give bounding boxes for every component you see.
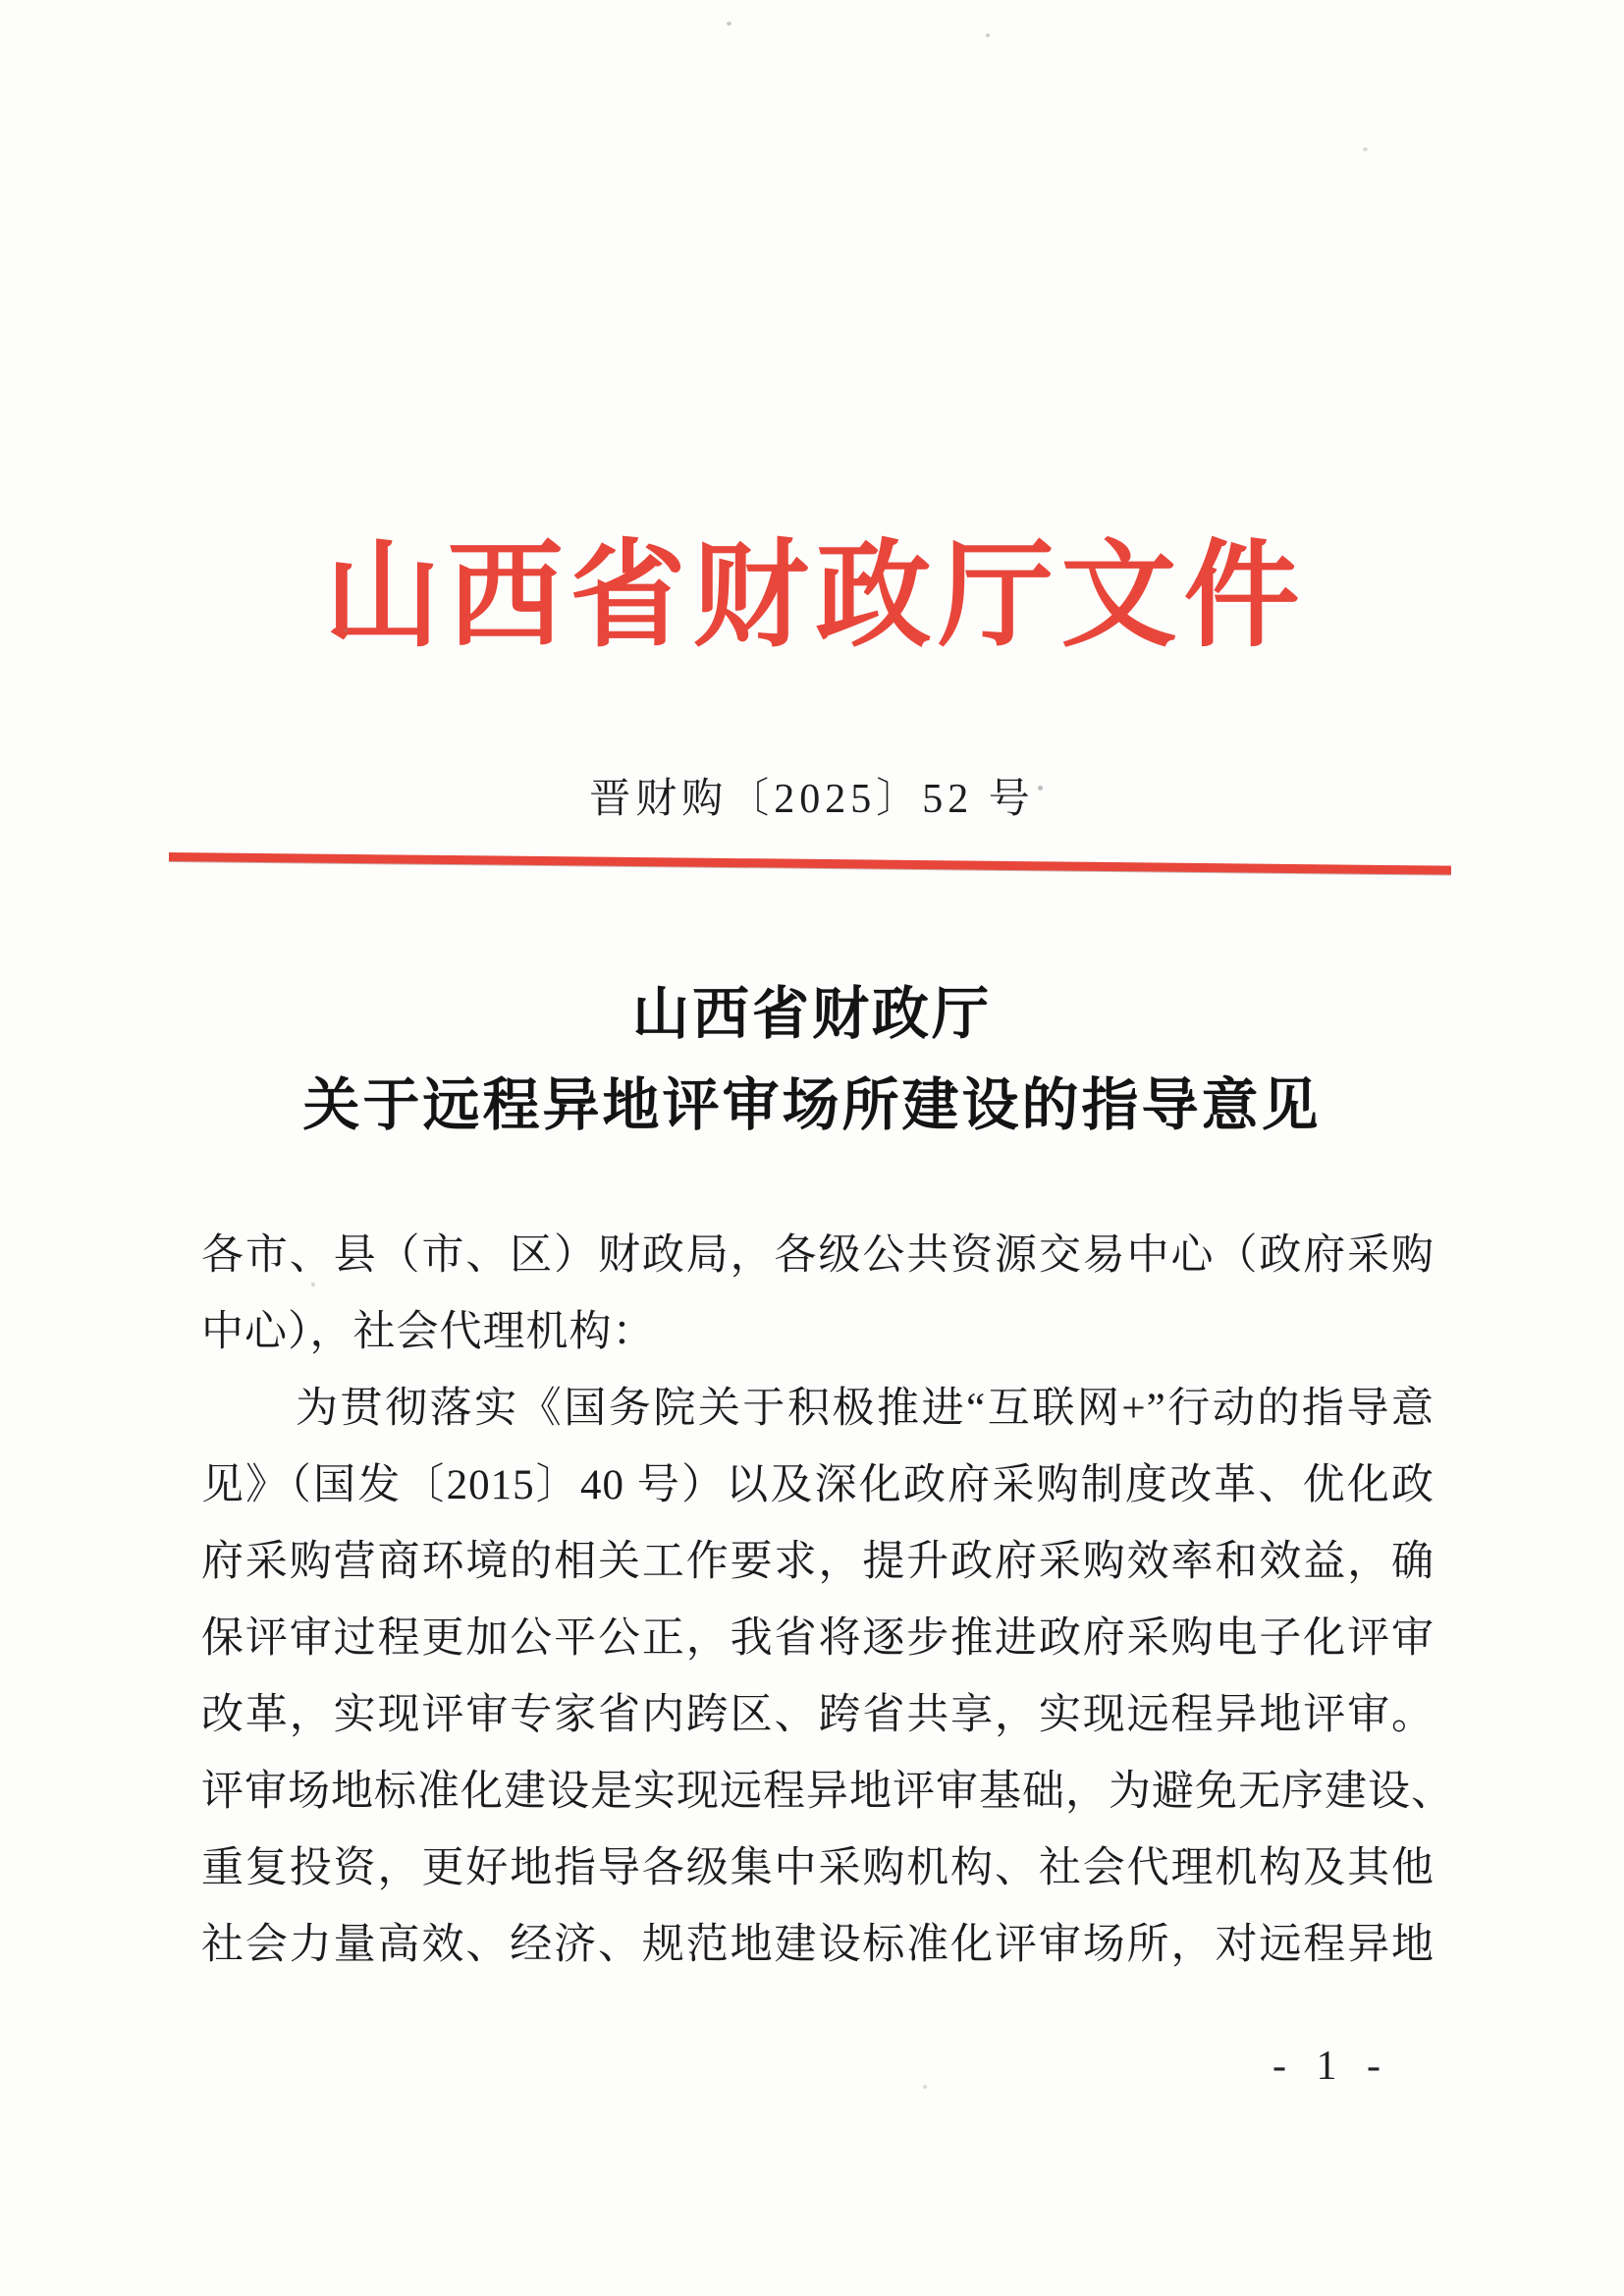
body-text (201, 1218, 1454, 1984)
document-number: 晋财购〔2025〕52 号 (589, 777, 1035, 822)
body-line: 社会力量高效、经济、规范地建设标准化评审场所，对远程异地 (201, 1922, 1435, 1968)
body-line: 评审场地标准化建设是实现远程异地评审基础，为避免无序建设、 (201, 1769, 1454, 1815)
document-title-line1: 山西省财政厅 (631, 982, 992, 1046)
body-line: 中心），社会代理机构： (201, 1309, 656, 1355)
scan-speck (344, 629, 348, 632)
scan-speck (311, 1283, 315, 1286)
letterhead-title: 山西省财政厅文件 (324, 532, 1307, 661)
page-number: - 1 - (1272, 2044, 1387, 2089)
body-line: 各市、县（市、区）财政局，各级公共资源交易中心（政府采购 (201, 1232, 1435, 1279)
scan-speck (986, 33, 990, 37)
body-line: 府采购营商环境的相关工作要求，提升政府采购效率和效益，确 (201, 1539, 1435, 1585)
scan-speck (923, 2085, 927, 2089)
body-line: 见》（国发〔2015〕40 号）以及深化政府采购制度改革、优化政 (201, 1462, 1435, 1508)
document-title-line2: 关于远程异地评审场所建设的指导意见 (302, 1073, 1322, 1137)
scan-speck (1363, 147, 1368, 151)
scan-speck (727, 22, 731, 26)
body-line: 改革，实现评审专家省内跨区、跨省共享，实现远程异地评审。 (201, 1692, 1435, 1738)
body-line: 保评审过程更加公平公正，我省将逐步推进政府采购电子化评审 (201, 1615, 1435, 1662)
scan-speck (1038, 786, 1043, 791)
document-title (0, 968, 1624, 1151)
body-line: 为贯彻落实《国务院关于积极推进“互联网+”行动的指导意 (296, 1386, 1435, 1432)
red-divider-line (169, 852, 1451, 875)
body-line: 重复投资，更好地指导各级集中采购机构、社会代理机构及其他 (201, 1845, 1435, 1891)
